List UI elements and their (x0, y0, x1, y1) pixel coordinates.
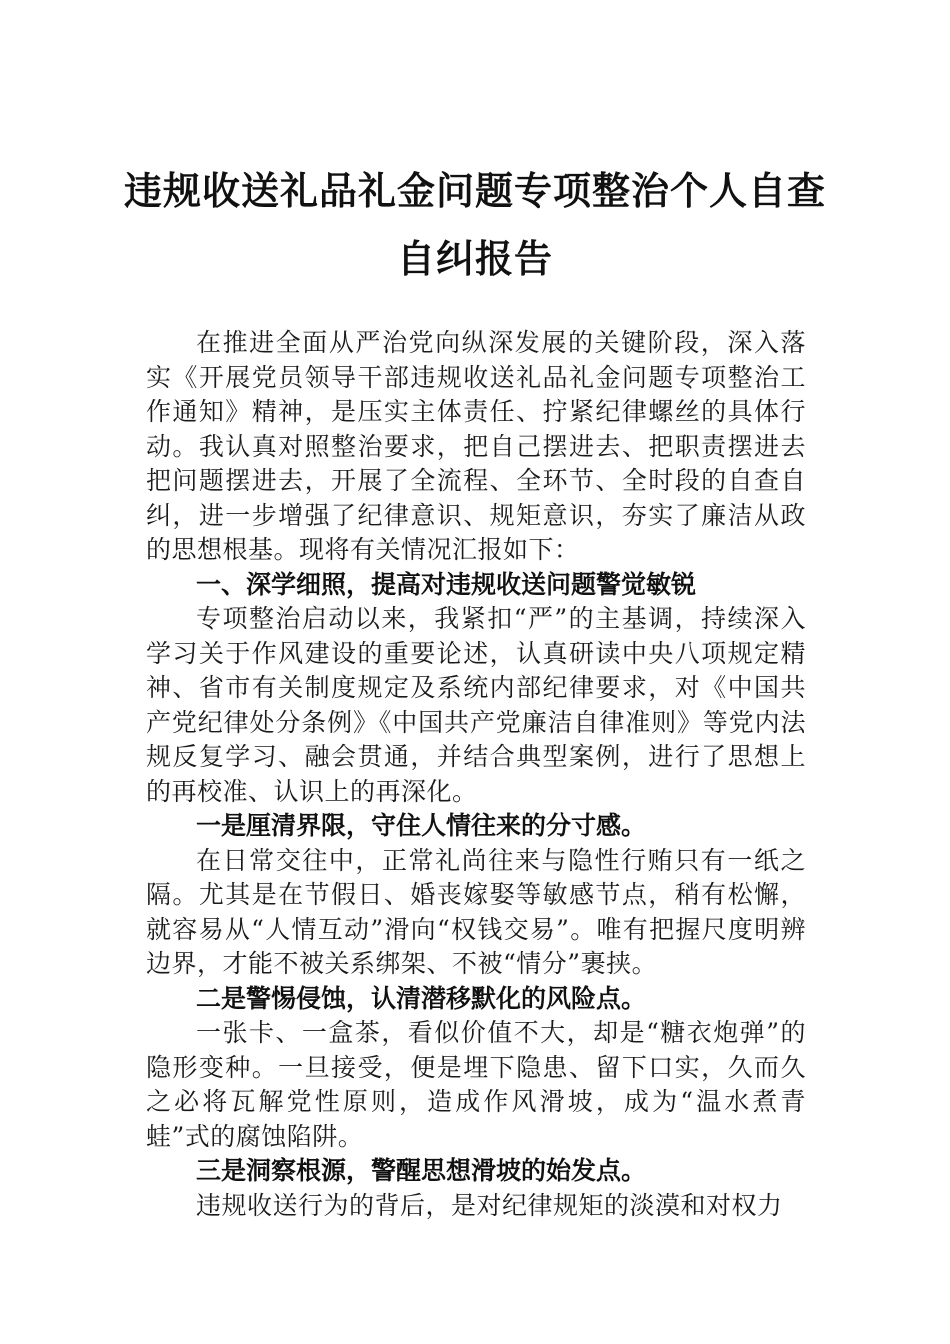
section-heading-1: 一、深学细照，提高对违规收送问题警觉敏锐 (196, 569, 697, 599)
point-heading-3: 三是洞察根源，警醒思想滑坡的始发点。 (196, 1156, 647, 1185)
document-title-line-1: 违规收送礼品礼金问题专项整治个人自查 (123, 168, 826, 213)
point-1-paragraph: 在日常交往中，正常礼尚往来与隐性行贿只有一纸之隔。尤其是在节假日、婚丧嫁娶等敏感节点，稍有松懈，就容易从“人情互动”滑向“权钱交易”。唯有把握尺度明辨边界，才能不被关系绑架、不被“情分”裹挟。 (146, 845, 806, 978)
point-3-paragraph: 违规收送行为的背后，是对纪律规矩的淡漠和对权力 (196, 1190, 783, 1220)
intro-paragraph: 在推进全面从严治党向纵深发展的关键阶段，深入落实《开展党员领导干部违规收送礼品礼金问题专项整治工作通知》精神，是压实主体责任、拧紧纪律螺丝的具体行动。我认真对照整治要求，把自己摆进去、把职责摆进去把问题摆进去，开展了全流程、全环节、全时段的自查自纠，进一步增强了纪律意识、规矩意识，夯实了廉洁从政的思想根基。现将有关情况汇报如下： (146, 328, 806, 564)
document-title-line-2: 自纠报告 (396, 236, 553, 281)
point-heading-2: 二是警惕侵蚀，认清潜移默化的风险点。 (196, 983, 647, 1013)
point-heading-1: 一是厘清界限，守住人情往来的分寸感。 (196, 811, 647, 840)
section-1-paragraph: 专项整治启动以来，我紧扣“严”的主基调，持续深入学习关于作风建设的重要论述，认真研读中央八项规定精神、省市有关制度规定及系统内部纪律要求，对《中国共产党纪律处分条例》《中国共产党廉洁自律准则》等党内法规反复学习、融会贯通，并结合典型案例，进行了思想上的再校准、认识上的再深化。 (146, 604, 806, 806)
point-2-paragraph: 一张卡、一盒茶，看似价值不大，却是“糖衣炮弹”的隐形变种。一旦接受，便是埋下隐患、留下口实，久而久之必将瓦解党性原则，造成作风滑坡，成为“温水煮青蛙”式的腐蚀陷阱。 (146, 1018, 806, 1151)
document-body (146, 326, 806, 1223)
